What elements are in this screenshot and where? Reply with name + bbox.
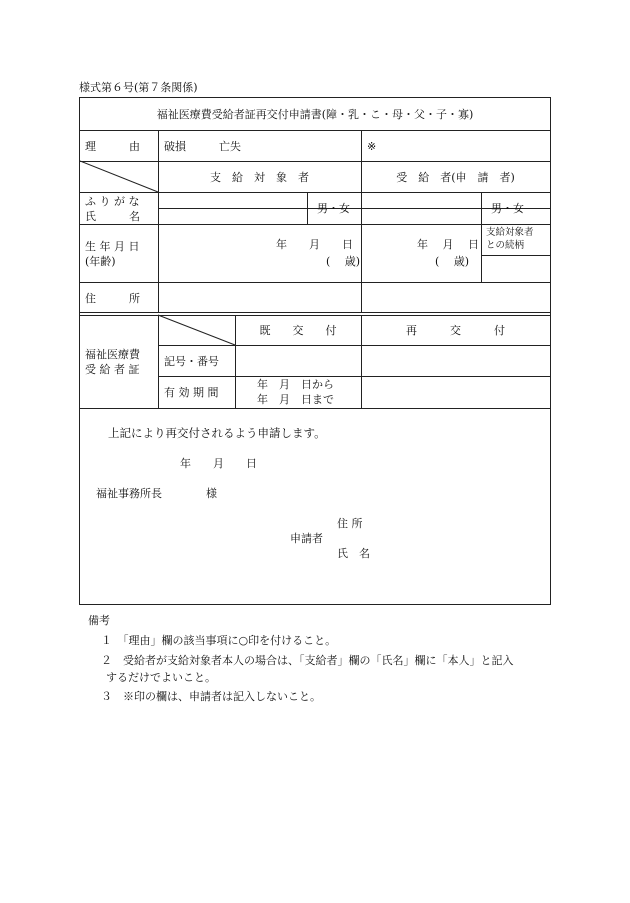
code-number-label: 記号・番号 [164, 355, 219, 368]
recipient-header: 受 給 者(申 請 者) [396, 171, 515, 184]
validity-label: 有 効 期 間 [164, 386, 219, 399]
reason-label: 理 由 [85, 140, 140, 153]
age-label: (年齢) [85, 255, 116, 268]
birthdate-label: 生 年 月 日 [85, 240, 140, 253]
gender-recipient: 男・女 [491, 202, 524, 215]
applicant-name-label: 氏 名 [337, 547, 370, 560]
validity-to: 年 月 日まで [257, 393, 334, 406]
address-label: 住 所 [85, 292, 140, 305]
diagonal-rule [158, 315, 235, 345]
applicant-address-label: 住 所 [337, 517, 363, 530]
note-item: ２ 受給者が支給対象者本人の場合は、「支給者」欄の「氏名」欄に「本人」と記入 [101, 654, 514, 667]
diagonal-rule [80, 161, 158, 192]
existing-header: 既 交 付 [259, 324, 337, 337]
target-header: 支 給 対 象 者 [210, 171, 309, 184]
target-age: ( 歳) [326, 255, 361, 268]
note-item: ３ ※印の欄は、申請者は記入しないこと。 [101, 690, 321, 703]
relation-label: 支給対象者 [486, 227, 534, 238]
application-form [79, 97, 551, 605]
reason-options: 破損 亡失 [164, 140, 241, 153]
recipient-age: ( 歳) [435, 255, 470, 268]
office-use-mark: ※ [367, 140, 377, 153]
application-date: 年 月 日 [180, 457, 257, 470]
applicant-label: 申請者 [290, 532, 323, 545]
notes-heading: 備考 [88, 614, 110, 627]
note-item: １ 「理由」欄の該当事項に○印を付けること。 [101, 634, 337, 647]
form-title: 福祉医療費受給者証再交付申請書(障・乳・こ・母・父・子・寡) [156, 108, 474, 121]
addressee: 福祉事務所長 様 [96, 487, 217, 500]
certificate-label: 受 給 者 証 [85, 363, 140, 376]
furigana-label: ふ り が な [85, 195, 140, 208]
certificate-label: 福祉医療費 [85, 348, 140, 361]
target-birthdate: 年 月 日 [276, 238, 353, 251]
reissue-header: 再 交 付 [406, 324, 505, 337]
note-item: するだけでよいこと。 [106, 671, 216, 684]
recipient-birthdate: 年 月 日 [417, 238, 479, 251]
validity-from: 年 月 日から [257, 378, 334, 391]
relation-label: との続柄 [486, 240, 525, 251]
declaration-statement: 上記により再交付されるよう申請します。 [108, 426, 326, 440]
form-number: 様式第６号(第７条関係) [79, 81, 198, 94]
name-label: 氏 名 [85, 210, 140, 223]
gender-target: 男・女 [317, 202, 350, 215]
